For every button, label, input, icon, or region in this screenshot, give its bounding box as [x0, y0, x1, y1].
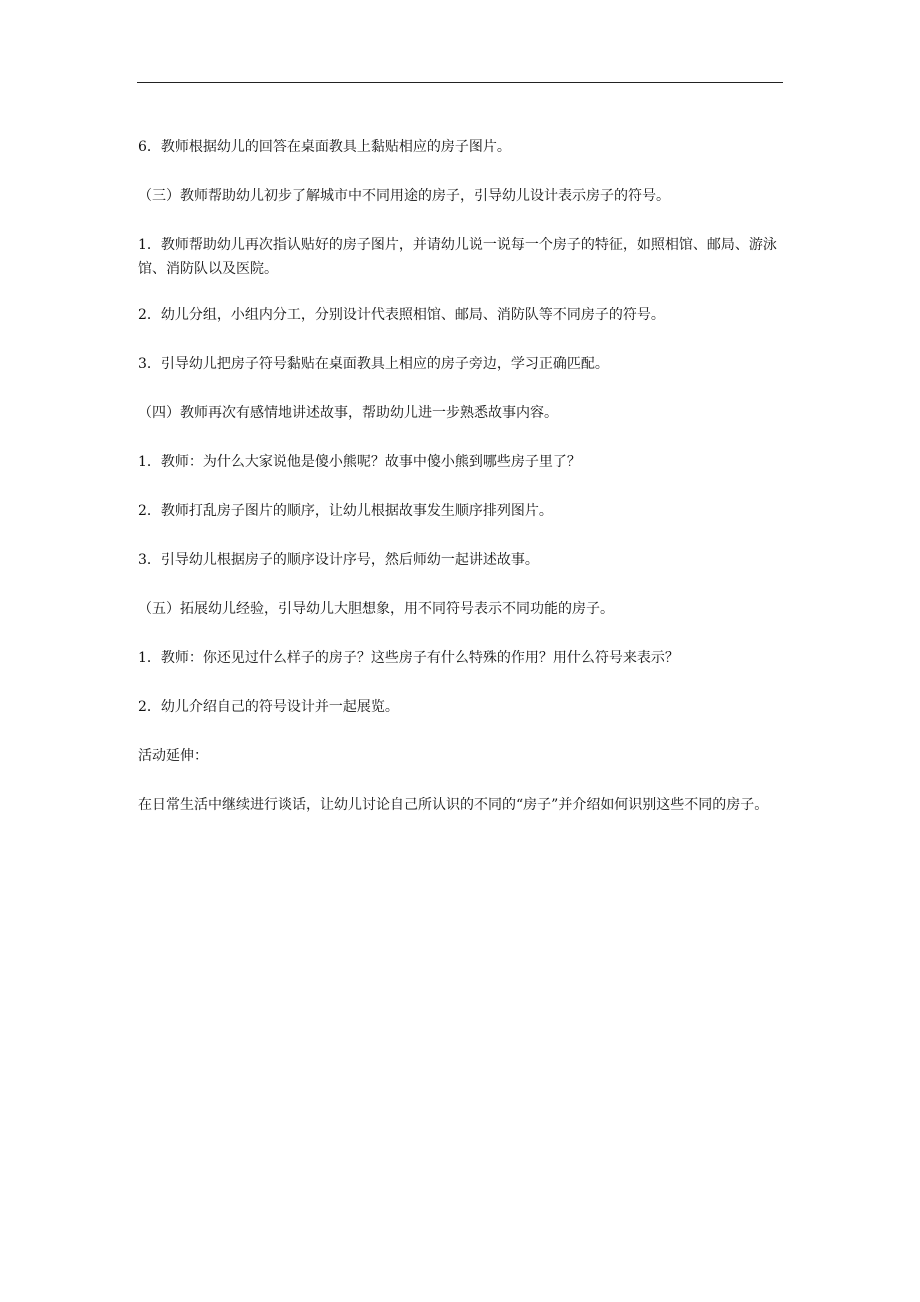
section-heading-3: （三）教师帮助幼儿初步了解城市中不同用途的房子，引导幼儿设计表示房子的符号。: [138, 188, 670, 204]
paragraph-step-6: 6．教师根据幼儿的回答在桌面教具上黏贴相应的房子图片。: [138, 139, 511, 155]
paragraph-3-2: 2．幼儿分组，小组内分工，分别设计代表照相馆、邮局、消防队等不同房子的符号。: [138, 307, 665, 323]
header-rule: [137, 82, 783, 83]
paragraph-4-2: 2．教师打乱房子图片的顺序，让幼儿根据故事发生顺序排列图片。: [138, 503, 553, 519]
paragraph-5-1: 1．教师：你还见过什么样子的房子？这些房子有什么特殊的作用？用什么符号来表示？: [138, 650, 679, 666]
paragraph-4-1: 1．教师：为什么大家说他是傻小熊呢？故事中傻小熊到哪些房子里了？: [138, 454, 581, 470]
paragraph-5-2: 2．幼儿介绍自己的符号设计并一起展览。: [138, 699, 399, 715]
section-heading-5: （五）拓展幼儿经验，引导幼儿大胆想象，用不同符号表示不同功能的房子。: [138, 601, 614, 617]
paragraph-3-3: 3．引导幼儿把房子符号黏贴在桌面教具上相应的房子旁边，学习正确匹配。: [138, 356, 609, 372]
document-body: [138, 135, 788, 817]
paragraph-4-3: 3．引导幼儿根据房子的顺序设计序号，然后师幼一起讲述故事。: [138, 552, 539, 568]
extension-paragraph: 在日常生活中继续进行谈话，让幼儿讨论自己所认识的不同的“房子”并介绍如何识别这些不同的房子。: [138, 797, 769, 813]
paragraph-3-1: 1．教师帮助幼儿再次指认贴好的房子图片，并请幼儿说一说每一个房子的特征，如照相馆、邮局、游泳馆、消防队以及医院。: [138, 237, 777, 277]
section-heading-4: （四）教师再次有感情地讲述故事，帮助幼儿进一步熟悉故事内容。: [138, 405, 558, 421]
extension-heading: 活动延伸：: [138, 748, 208, 764]
